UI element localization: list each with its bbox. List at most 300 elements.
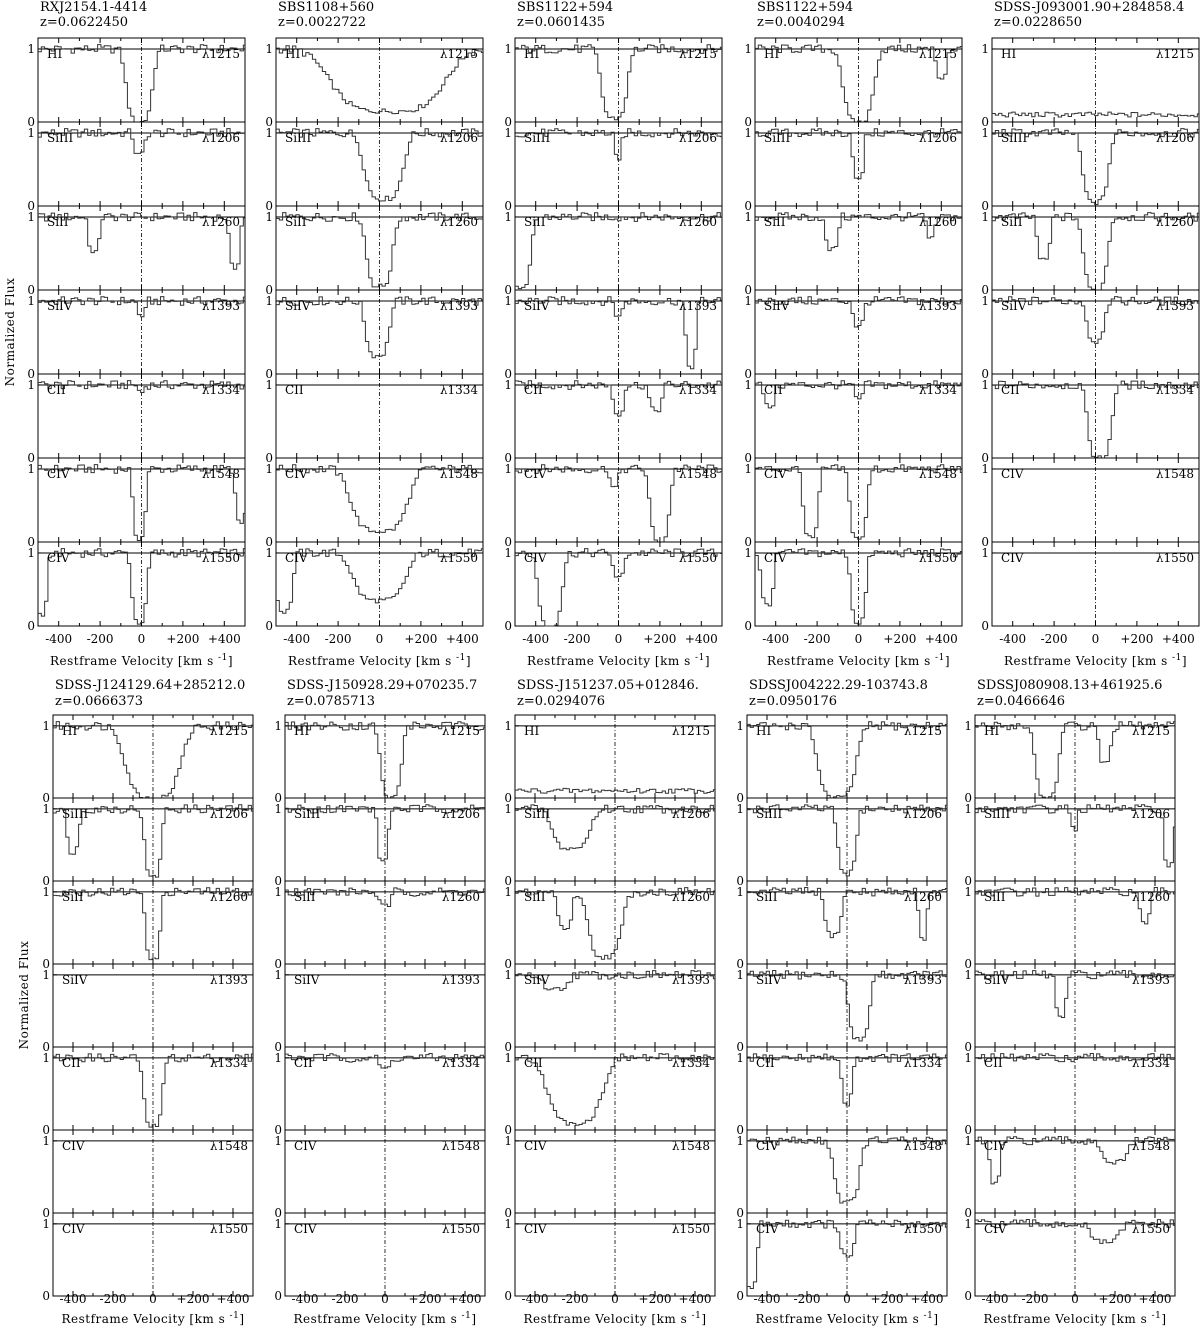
- spectrum-panel: [744, 38, 962, 129]
- spectrum-panel: [265, 542, 483, 633]
- sightline-name: SDSS-J093001.90+284858.4: [994, 0, 1185, 15]
- y-tick-label: 0: [981, 283, 989, 297]
- y-tick-label: 1: [744, 377, 752, 392]
- y-tick-label: 1: [274, 1216, 282, 1231]
- line-label: λ1548: [903, 1139, 942, 1153]
- spectrum-panel: [964, 964, 1175, 1054]
- spectrum-panel: [27, 458, 245, 549]
- line-label: λ1334: [903, 1056, 942, 1070]
- spectrum-panel: [504, 542, 722, 633]
- x-axis-label: Restframe Velocity [km s $^{-1}$]: [755, 1311, 939, 1326]
- line-label: λ1393: [671, 973, 710, 987]
- spectrum-panel: [981, 542, 1199, 633]
- y-tick-label: 1: [964, 1216, 972, 1231]
- spectrum-panel: [744, 290, 962, 381]
- ion-label: HI: [984, 724, 1000, 738]
- ion-label: HI: [756, 724, 772, 738]
- ion-label: SiIV: [1001, 299, 1027, 313]
- y-tick-label: 1: [981, 209, 989, 224]
- sightline-column: [504, 678, 715, 1326]
- line-label: λ1393: [1155, 299, 1194, 313]
- y-tick-label: 0: [265, 367, 273, 381]
- spectrum-panel: [736, 1047, 947, 1137]
- y-tick-label: 0: [265, 115, 273, 129]
- x-tick-label: -400: [753, 1292, 781, 1306]
- spectrum-panel: [504, 206, 722, 297]
- y-tick-label: 0: [27, 367, 35, 381]
- ion-label: CIV: [524, 551, 547, 565]
- y-tick-label: 0: [42, 1206, 50, 1220]
- line-label: λ1260: [209, 890, 248, 904]
- sightline-column: [964, 678, 1175, 1326]
- line-label: λ1206: [678, 131, 717, 145]
- ion-label: CII: [62, 1056, 81, 1070]
- ion-label: CIV: [1001, 551, 1024, 565]
- ion-label: SiII: [62, 890, 84, 904]
- y-tick-label: 0: [981, 199, 989, 213]
- line-label: λ1334: [201, 383, 240, 397]
- y-tick-label: 1: [744, 125, 752, 140]
- ion-label: SiII: [285, 215, 307, 229]
- y-tick-label: 1: [504, 125, 512, 140]
- line-label: λ1206: [209, 807, 248, 821]
- y-tick-label: 1: [42, 1133, 50, 1148]
- ion-label: HI: [524, 724, 540, 738]
- ion-label: HI: [294, 724, 310, 738]
- x-tick-label: +200: [166, 632, 200, 646]
- ion-label: CIV: [1001, 467, 1024, 481]
- spectrum-panel: [274, 798, 485, 888]
- spectrum-panel: [42, 1047, 253, 1137]
- y-tick-label: 0: [42, 1123, 50, 1137]
- line-label: λ1550: [671, 1222, 710, 1236]
- ion-label: SiIV: [524, 299, 550, 313]
- line-label: λ1550: [678, 551, 717, 565]
- ion-label: CII: [47, 383, 66, 397]
- spectrum-panel: [981, 206, 1199, 297]
- spectrum-panel: [964, 1130, 1175, 1220]
- y-tick-label: 1: [964, 801, 972, 816]
- line-label: λ1550: [1155, 551, 1194, 565]
- ion-label: CIV: [756, 1222, 779, 1236]
- x-tick-label: +400: [1138, 1292, 1172, 1306]
- sightline-name: SDSSJ080908.13+461925.6: [977, 678, 1163, 693]
- line-label: λ1550: [918, 551, 957, 565]
- y-tick-label: 1: [981, 461, 989, 476]
- line-label: λ1206: [903, 807, 942, 821]
- spectrum-panel: [265, 458, 483, 549]
- y-tick-label: 1: [504, 209, 512, 224]
- line-label: λ1548: [209, 1139, 248, 1153]
- y-tick-label: 1: [964, 1050, 972, 1065]
- x-tick-label: -400: [45, 632, 73, 646]
- line-label: λ1550: [209, 1222, 248, 1236]
- y-tick-label: 1: [504, 718, 512, 733]
- spectrum-panel: [504, 1130, 715, 1220]
- y-tick-label: 0: [265, 535, 273, 549]
- x-tick-label: +400: [207, 632, 241, 646]
- ion-label: CII: [285, 383, 304, 397]
- y-axis-label: Normalized Flux: [3, 277, 17, 387]
- y-tick-label: 1: [744, 41, 752, 56]
- line-label: λ1215: [439, 47, 478, 61]
- y-tick-label: 0: [504, 451, 512, 465]
- y-tick-label: 1: [27, 545, 35, 560]
- x-tick-label: +400: [910, 1292, 944, 1306]
- x-axis-label: Restframe Velocity [km s $^{-1}$]: [61, 1311, 245, 1326]
- ion-label: SiIV: [47, 299, 73, 313]
- ion-label: SiIII: [764, 131, 791, 145]
- y-tick-label: 1: [265, 41, 273, 56]
- y-tick-label: 0: [736, 874, 744, 888]
- line-label: λ1260: [1155, 215, 1194, 229]
- spectrum-panel: [744, 374, 962, 465]
- y-tick-label: 0: [964, 874, 972, 888]
- y-tick-label: 1: [42, 884, 50, 899]
- sightline-name: SBS1122+594: [757, 0, 854, 15]
- y-tick-label: 0: [274, 1206, 282, 1220]
- y-tick-label: 0: [964, 1289, 972, 1303]
- ion-label: CIV: [524, 1139, 547, 1153]
- sightline-column: [274, 678, 485, 1326]
- y-tick-label: 0: [981, 619, 989, 633]
- y-tick-label: 0: [736, 1206, 744, 1220]
- y-tick-label: 0: [981, 367, 989, 381]
- line-label: λ1215: [441, 724, 480, 738]
- sightline-redshift: z=0.0228650: [994, 15, 1083, 30]
- y-tick-label: 0: [504, 283, 512, 297]
- y-tick-label: 1: [504, 967, 512, 982]
- y-tick-label: 1: [744, 209, 752, 224]
- y-tick-label: 1: [504, 884, 512, 899]
- spectrum-panel: [42, 798, 253, 888]
- y-tick-label: 1: [504, 41, 512, 56]
- y-tick-label: 0: [744, 619, 752, 633]
- y-tick-label: 1: [265, 545, 273, 560]
- ion-label: SiIV: [285, 299, 311, 313]
- line-label: λ1206: [918, 131, 957, 145]
- spectrum-panel: [744, 206, 962, 297]
- spectrum-panel: [27, 374, 245, 465]
- x-tick-label: 0: [375, 632, 384, 646]
- y-tick-label: 0: [265, 451, 273, 465]
- x-tick-label: 0: [611, 1292, 619, 1306]
- y-tick-label: 0: [504, 957, 512, 971]
- x-tick-label: -400: [981, 1292, 1009, 1306]
- y-tick-label: 1: [964, 1133, 972, 1148]
- line-label: λ1215: [209, 724, 248, 738]
- line-label: λ1206: [671, 807, 710, 821]
- y-tick-label: 0: [964, 1123, 972, 1137]
- ion-label: SiIII: [285, 131, 312, 145]
- spectrum-panel: [981, 374, 1199, 465]
- y-tick-label: 1: [27, 125, 35, 140]
- y-tick-label: 1: [964, 718, 972, 733]
- line-label: λ1334: [439, 383, 478, 397]
- spectrum-panel: [27, 38, 245, 129]
- line-label: λ1393: [678, 299, 717, 313]
- ion-label: SiII: [1001, 215, 1023, 229]
- y-tick-label: 1: [274, 1050, 282, 1065]
- x-tick-label: 0: [1071, 1292, 1079, 1306]
- y-tick-label: 0: [744, 451, 752, 465]
- x-axis-label: Restframe Velocity [km s $^{-1}$]: [49, 653, 234, 668]
- line-label: λ1215: [1155, 47, 1194, 61]
- y-tick-label: 1: [274, 718, 282, 733]
- ion-label: CIV: [984, 1139, 1007, 1153]
- x-tick-label: +200: [643, 632, 677, 646]
- y-tick-label: 0: [504, 199, 512, 213]
- line-label: λ1393: [441, 973, 480, 987]
- y-tick-label: 0: [744, 199, 752, 213]
- spectrum-panel: [27, 542, 245, 633]
- ion-label: SiIII: [984, 807, 1011, 821]
- sightline-redshift: z=0.0622450: [40, 15, 129, 30]
- ion-label: HI: [524, 47, 540, 61]
- y-tick-label: 0: [744, 283, 752, 297]
- spectrum-panel: [504, 715, 715, 805]
- y-tick-label: 1: [964, 884, 972, 899]
- y-tick-label: 0: [42, 791, 50, 805]
- ion-label: CII: [294, 1056, 313, 1070]
- y-axis-label: Normalized Flux: [17, 940, 31, 1050]
- ion-label: HI: [285, 47, 301, 61]
- y-tick-label: 1: [42, 718, 50, 733]
- line-label: λ1393: [918, 299, 957, 313]
- line-label: λ1206: [441, 807, 480, 821]
- sightline-column: [265, 0, 483, 668]
- spectrum-panel: [274, 964, 485, 1054]
- y-tick-label: 0: [274, 1040, 282, 1054]
- y-tick-label: 0: [504, 1040, 512, 1054]
- y-tick-label: 1: [265, 461, 273, 476]
- spectrum-panel: [504, 374, 722, 465]
- ion-label: SiIII: [47, 131, 74, 145]
- line-label: λ1550: [439, 551, 478, 565]
- x-axis-label: Restframe Velocity [km s $^{-1}$]: [287, 653, 472, 668]
- x-tick-label: +400: [678, 1292, 712, 1306]
- line-label: λ1550: [1131, 1222, 1170, 1236]
- x-tick-label: 0: [614, 632, 623, 646]
- line-label: λ1393: [903, 973, 942, 987]
- sightline-name: SBS1108+560: [278, 0, 375, 15]
- x-axis-label: Restframe Velocity [km s $^{-1}$]: [1003, 653, 1188, 668]
- sightline-name: SDSS-J151237.05+012846.: [517, 678, 699, 693]
- ion-label: SiIII: [756, 807, 783, 821]
- x-axis-label: Restframe Velocity [km s $^{-1}$]: [293, 1311, 477, 1326]
- x-tick-label: -400: [283, 632, 311, 646]
- spectrum-panel: [265, 290, 483, 381]
- spectrum-panel: [736, 964, 947, 1054]
- y-tick-label: 1: [744, 545, 752, 560]
- y-tick-label: 1: [981, 377, 989, 392]
- ion-label: CIV: [294, 1222, 317, 1236]
- y-tick-label: 0: [504, 535, 512, 549]
- y-tick-label: 1: [981, 545, 989, 560]
- spectrum-panel: [265, 206, 483, 297]
- x-tick-label: -400: [59, 1292, 87, 1306]
- y-tick-label: 0: [27, 199, 35, 213]
- sightline-column: [981, 0, 1199, 668]
- line-label: λ1334: [1131, 1056, 1170, 1070]
- spectrum-panel: [504, 1213, 715, 1303]
- spectrum-panel: [42, 964, 253, 1054]
- ion-label: HI: [764, 47, 780, 61]
- ion-label: SiII: [294, 890, 316, 904]
- spectrum-panel: [504, 798, 715, 888]
- sightline-column: [42, 678, 253, 1326]
- sightline-column: [744, 0, 962, 668]
- spectrum-panel: [274, 1130, 485, 1220]
- spectrum-panel: [27, 206, 245, 297]
- x-tick-label: -400: [521, 1292, 549, 1306]
- y-tick-label: 0: [964, 1040, 972, 1054]
- spectrum-panel: [274, 881, 485, 971]
- line-label: λ1550: [903, 1222, 942, 1236]
- spectrum-panel: [274, 715, 485, 805]
- spectrum-panel: [42, 1130, 253, 1220]
- line-label: λ1334: [671, 1056, 710, 1070]
- ion-label: SiIV: [764, 299, 790, 313]
- ion-label: SiIII: [1001, 131, 1028, 145]
- ion-label: CIV: [764, 551, 787, 565]
- x-tick-label: -200: [563, 632, 591, 646]
- y-tick-label: 0: [274, 1289, 282, 1303]
- ion-label: HI: [47, 47, 63, 61]
- line-label: λ1215: [903, 724, 942, 738]
- y-tick-label: 1: [736, 1216, 744, 1231]
- y-tick-label: 0: [42, 957, 50, 971]
- spectrum-panel: [274, 1213, 485, 1303]
- sightline-name: SDSS-J124129.64+285212.0: [55, 678, 246, 693]
- x-tick-label: +400: [445, 632, 479, 646]
- x-tick-label: 0: [843, 1292, 851, 1306]
- y-tick-label: 1: [504, 293, 512, 308]
- ion-label: HI: [1001, 47, 1017, 61]
- line-label: λ1260: [1131, 890, 1170, 904]
- y-tick-label: 0: [504, 619, 512, 633]
- line-label: λ1260: [678, 215, 717, 229]
- y-tick-label: 1: [27, 377, 35, 392]
- x-tick-label: 0: [381, 1292, 389, 1306]
- y-tick-label: 1: [265, 377, 273, 392]
- y-tick-label: 1: [42, 1216, 50, 1231]
- spectrum-panel: [42, 715, 253, 805]
- spectrum-panel: [265, 38, 483, 129]
- y-tick-label: 0: [274, 874, 282, 888]
- y-tick-label: 1: [736, 718, 744, 733]
- spectrum-panel: [744, 458, 962, 549]
- y-tick-label: 1: [27, 41, 35, 56]
- line-label: λ1550: [201, 551, 240, 565]
- sightline-name: SBS1122+594: [517, 0, 614, 15]
- x-tick-label: -400: [522, 632, 550, 646]
- y-tick-label: 1: [981, 293, 989, 308]
- x-tick-label: -400: [291, 1292, 319, 1306]
- ion-label: CIV: [984, 1222, 1007, 1236]
- line-label: λ1215: [671, 724, 710, 738]
- spectrum-panel: [504, 881, 715, 971]
- y-tick-label: 1: [265, 293, 273, 308]
- sightline-name: RXJ2154.1-4414: [40, 0, 148, 15]
- ion-label: CII: [984, 1056, 1003, 1070]
- y-tick-label: 0: [964, 791, 972, 805]
- x-tick-label: +200: [176, 1292, 210, 1306]
- y-tick-label: 1: [736, 801, 744, 816]
- sightline-name: SDSS-J150928.29+070235.7: [287, 678, 478, 693]
- line-label: λ1260: [439, 215, 478, 229]
- x-tick-label: +400: [216, 1292, 250, 1306]
- sightline-redshift: z=0.0294076: [517, 694, 606, 709]
- line-label: λ1548: [678, 467, 717, 481]
- spectrum-panel: [981, 122, 1199, 213]
- spectrum-panel: [736, 798, 947, 888]
- x-tick-label: +400: [1161, 632, 1195, 646]
- y-tick-label: 1: [964, 967, 972, 982]
- line-label: λ1260: [671, 890, 710, 904]
- x-axis-label: Restframe Velocity [km s $^{-1}$]: [983, 1311, 1167, 1326]
- line-label: λ1334: [918, 383, 957, 397]
- ion-label: SiII: [524, 215, 546, 229]
- ion-label: CIV: [62, 1139, 85, 1153]
- sightline-redshift: z=0.0466646: [977, 694, 1066, 709]
- spectrum-panel: [736, 715, 947, 805]
- line-label: λ1215: [201, 47, 240, 61]
- ion-label: CII: [524, 383, 543, 397]
- y-tick-label: 0: [504, 791, 512, 805]
- line-label: λ1393: [1131, 973, 1170, 987]
- ion-label: HI: [62, 724, 78, 738]
- x-axis-label: Restframe Velocity [km s $^{-1}$]: [766, 653, 951, 668]
- ion-label: CIV: [285, 551, 308, 565]
- y-tick-label: 1: [504, 801, 512, 816]
- sightline-column: [736, 678, 947, 1326]
- y-tick-label: 1: [744, 293, 752, 308]
- line-label: λ1548: [918, 467, 957, 481]
- y-tick-label: 0: [736, 1040, 744, 1054]
- y-tick-label: 1: [274, 884, 282, 899]
- ion-label: SiIV: [62, 973, 88, 987]
- x-tick-label: +400: [448, 1292, 482, 1306]
- y-tick-label: 1: [265, 125, 273, 140]
- line-label: λ1206: [1155, 131, 1194, 145]
- ion-label: CII: [756, 1056, 775, 1070]
- ion-label: SiIII: [62, 807, 89, 821]
- y-tick-label: 0: [504, 367, 512, 381]
- line-label: λ1206: [201, 131, 240, 145]
- ion-label: SiIV: [756, 973, 782, 987]
- y-tick-label: 1: [981, 41, 989, 56]
- sightline-redshift: z=0.0022722: [278, 15, 367, 30]
- line-label: λ1334: [441, 1056, 480, 1070]
- line-label: λ1334: [209, 1056, 248, 1070]
- spectrum-panel: [981, 38, 1199, 129]
- line-label: λ1260: [903, 890, 942, 904]
- x-tick-label: +200: [1098, 1292, 1132, 1306]
- sightline-column: [504, 0, 722, 668]
- sightline-redshift: z=0.0040294: [757, 15, 846, 30]
- y-tick-label: 1: [42, 967, 50, 982]
- spectrum-panel: [265, 122, 483, 213]
- x-tick-label: +200: [883, 632, 917, 646]
- ion-label: SiIII: [524, 131, 551, 145]
- y-tick-label: 0: [964, 957, 972, 971]
- line-label: λ1334: [1155, 383, 1194, 397]
- x-tick-label: -200: [1021, 1292, 1049, 1306]
- y-tick-label: 1: [744, 461, 752, 476]
- spectrum-panel: [736, 881, 947, 971]
- x-tick-label: -200: [793, 1292, 821, 1306]
